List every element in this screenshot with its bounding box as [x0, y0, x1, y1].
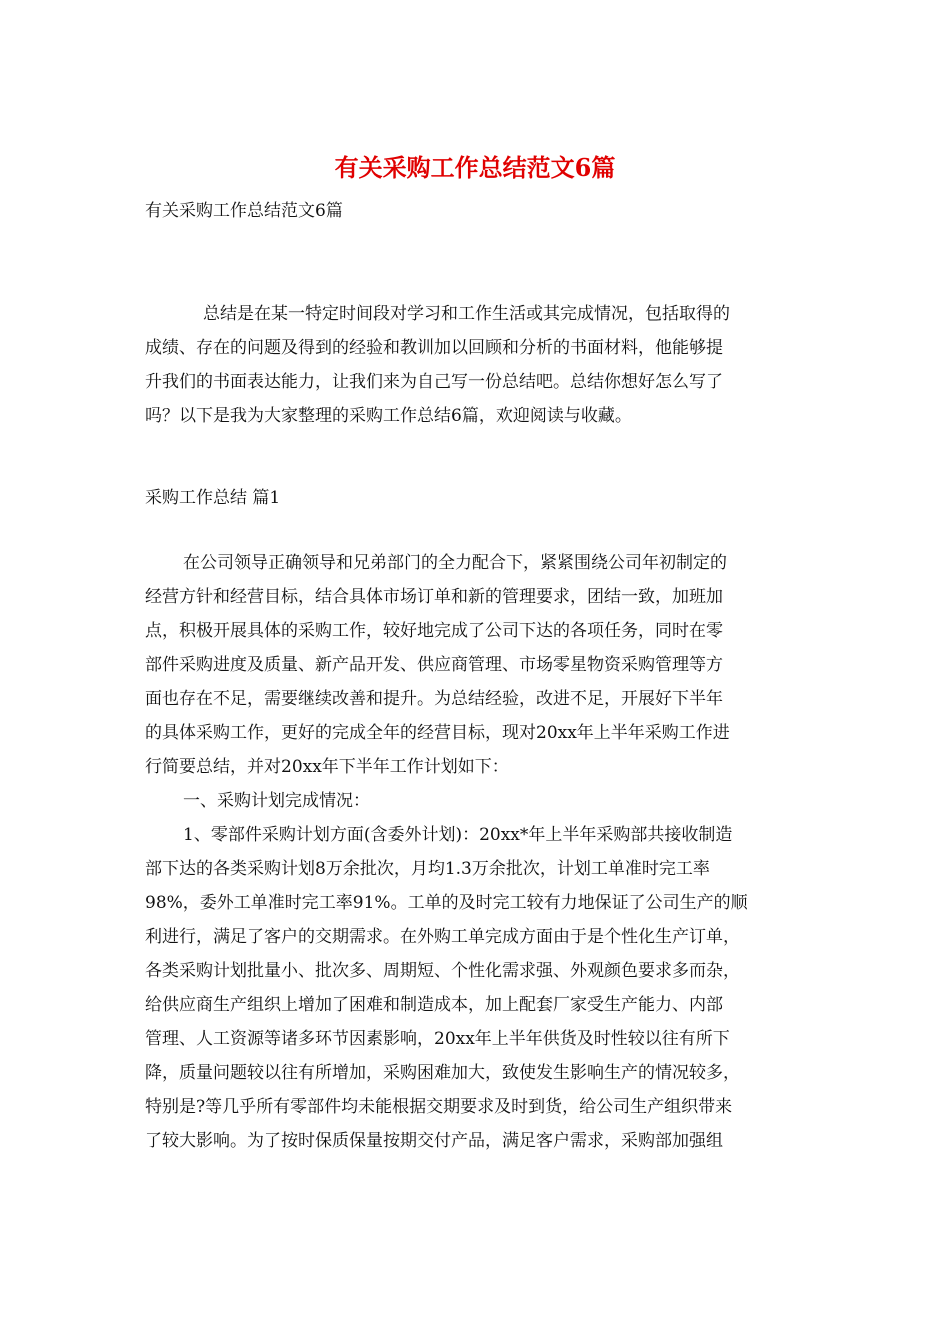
- document-title: 有关采购工作总结范文6篇: [334, 153, 616, 182]
- section-heading: 采购工作总结 篇1: [145, 488, 281, 508]
- paragraph-line: 行简要总结，并对20xx年下半年工作计划如下：: [145, 757, 509, 777]
- intro-paragraph: [145, 297, 807, 433]
- document-subtitle: 有关采购工作总结范文6篇: [145, 201, 343, 221]
- paragraph-line: 特别是?等几乎所有零部件均未能根据交期要求及时到货，给公司生产组织带来: [145, 1097, 733, 1117]
- paragraph-line: 了较大影响。为了按时保质保量按期交付产品，满足客户需求，采购部加强组: [145, 1131, 723, 1151]
- paragraph-line: 降，质量问题较以往有所增加，采购困难加大，致使发生影响生产的情况较多，: [145, 1063, 740, 1083]
- paragraph-line: 部件采购进度及质量、新产品开发、供应商管理、市场零星物资采购管理等方: [145, 655, 723, 675]
- paragraph-line: 1、零部件采购计划方面(含委外计划)：20xx*年上半年采购部共接收制造: [183, 825, 733, 845]
- paragraph-line: 管理、人工资源等诸多环节因素影响，20xx年上半年供货及时性较以往有所下: [145, 1029, 730, 1049]
- paragraph-line: 升我们的书面表达能力，让我们来为自己写一份总结吧。总结你想好怎么写了: [145, 372, 723, 392]
- paragraph-line: 面也存在不足，需要继续改善和提升。为总结经验，改进不足，开展好下半年: [145, 689, 723, 709]
- paragraph-line: 在公司领导正确领导和兄弟部门的全力配合下，紧紧围绕公司年初制定的: [183, 553, 727, 573]
- paragraph-line: 各类采购计划批量小、批次多、周期短、个性化需求强、外观颜色要求多而杂，: [145, 961, 740, 981]
- paragraph-line: 点，积极开展具体的采购工作，较好地完成了公司下达的各项任务，同时在零: [145, 621, 723, 641]
- paragraph-line: 吗？以下是我为大家整理的采购工作总结6篇，欢迎阅读与收藏。: [145, 406, 632, 426]
- paragraph-line: 成绩、存在的问题及得到的经验和教训加以回顾和分析的书面材料，他能够提: [145, 338, 723, 358]
- paragraph-line: 一、采购计划完成情况：: [183, 791, 370, 811]
- paragraph-line: 给供应商生产组织上增加了困难和制造成本，加上配套厂家受生产能力、内部: [145, 995, 723, 1015]
- paragraph-line: 利进行，满足了客户的交期需求。在外购工单完成方面由于是个性化生产订单，: [145, 927, 740, 947]
- paragraph-line: 部下达的各类采购计划8万余批次，月均1.3万余批次，计划工单准时完工率: [145, 859, 710, 879]
- paragraph-line: 98%，委外工单准时完工率91%。工单的及时完工较有力地保证了公司生产的顺: [145, 893, 748, 913]
- paragraph-line: 的具体采购工作，更好的完成全年的经营目标，现对20xx年上半年采购工作进: [145, 723, 730, 743]
- paragraph-line: 经营方针和经营目标，结合具体市场订单和新的管理要求，团结一致，加班加: [145, 587, 723, 607]
- paragraph-line: 总结是在某一特定时间段对学习和工作生活或其完成情况，包括取得的: [203, 304, 730, 324]
- body-paragraphs: [145, 546, 807, 1158]
